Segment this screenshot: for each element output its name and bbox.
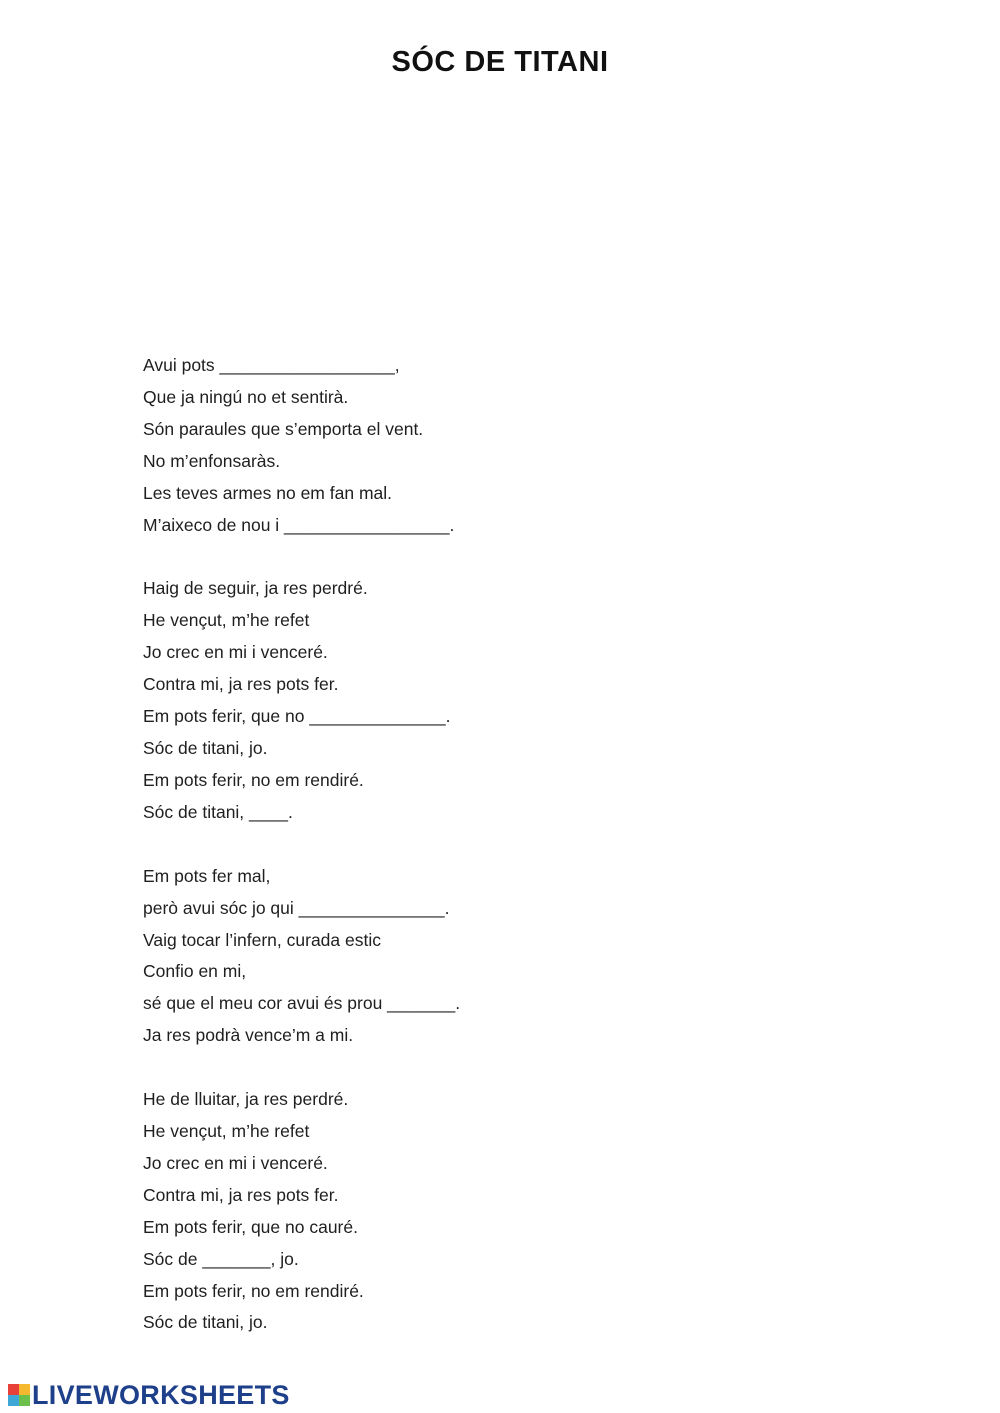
lyric-line: Contra mi, ja res pots fer. bbox=[143, 674, 339, 695]
stanza-1 bbox=[143, 350, 843, 541]
lyric-line: He vençut, m’he refet bbox=[143, 1121, 310, 1142]
lyric-line: No m’enfonsaràs. bbox=[143, 450, 281, 471]
lyric-line: Sóc de titani, jo. bbox=[143, 737, 268, 758]
lyric-line: Avui pots __________________, bbox=[143, 355, 400, 375]
lyric-line: Em pots ferir, no em rendiré. bbox=[143, 1280, 364, 1301]
lyric-line: He de lluitar, ja res perdré. bbox=[143, 1089, 349, 1110]
lyric-line: Vaig tocar l’infern, curada estic bbox=[143, 929, 381, 950]
lyric-line: Que ja ningú no et sentirà. bbox=[143, 386, 349, 407]
logo-square-icon bbox=[8, 1384, 19, 1395]
lyric-line: Em pots ferir, que no ______________. bbox=[143, 706, 451, 727]
lyric-line: Jo crec en mi i venceré. bbox=[143, 1152, 328, 1173]
lyric-line: Són paraules que s’emporta el vent. bbox=[143, 418, 424, 439]
lyric-line: Jo crec en mi i venceré. bbox=[143, 642, 328, 663]
lyric-line: Confio en mi, bbox=[143, 961, 247, 982]
lyric-line: Em pots ferir, no em rendiré. bbox=[143, 769, 364, 790]
lyric-line: Em pots ferir, que no cauré. bbox=[143, 1216, 358, 1237]
lyric-line: Sóc de _______, jo. bbox=[143, 1248, 299, 1269]
logo-text: LIVEWORKSHEETS bbox=[32, 1379, 290, 1410]
lyric-line: Sóc de titani, jo. bbox=[143, 1312, 268, 1333]
stanza-2 bbox=[143, 573, 843, 828]
lyric-line: Ja res podrà vence’m a mi. bbox=[143, 1025, 354, 1046]
lyric-line: sé que el meu cor avui és prou _______. bbox=[143, 993, 461, 1014]
lyric-line: Contra mi, ja res pots fer. bbox=[143, 1184, 339, 1205]
page-title: SÓC DE TITANI bbox=[391, 46, 609, 78]
lyric-line: Em pots fer mal, bbox=[143, 865, 271, 886]
logo-square-icon bbox=[8, 1395, 19, 1406]
lyric-line: però avui sóc jo qui _______________. bbox=[143, 897, 450, 918]
lyrics-body bbox=[143, 350, 843, 1371]
lyric-line: Haig de seguir, ja res perdré. bbox=[143, 578, 368, 599]
stanza-3 bbox=[143, 861, 843, 1052]
logo-square-icon bbox=[19, 1384, 30, 1395]
lyric-line: M’aixeco de nou i _________________. bbox=[143, 514, 455, 535]
stanza-4 bbox=[143, 1084, 843, 1339]
logo-square-icon bbox=[19, 1395, 30, 1406]
liveworksheets-logo[interactable] bbox=[8, 1380, 290, 1410]
liveworksheets-logo-icon bbox=[8, 1384, 30, 1406]
lyric-line: He vençut, m’he refet bbox=[143, 610, 310, 631]
lyric-line: Les teves armes no em fan mal. bbox=[143, 482, 392, 503]
lyric-line: Sóc de titani, ____. bbox=[143, 801, 293, 822]
